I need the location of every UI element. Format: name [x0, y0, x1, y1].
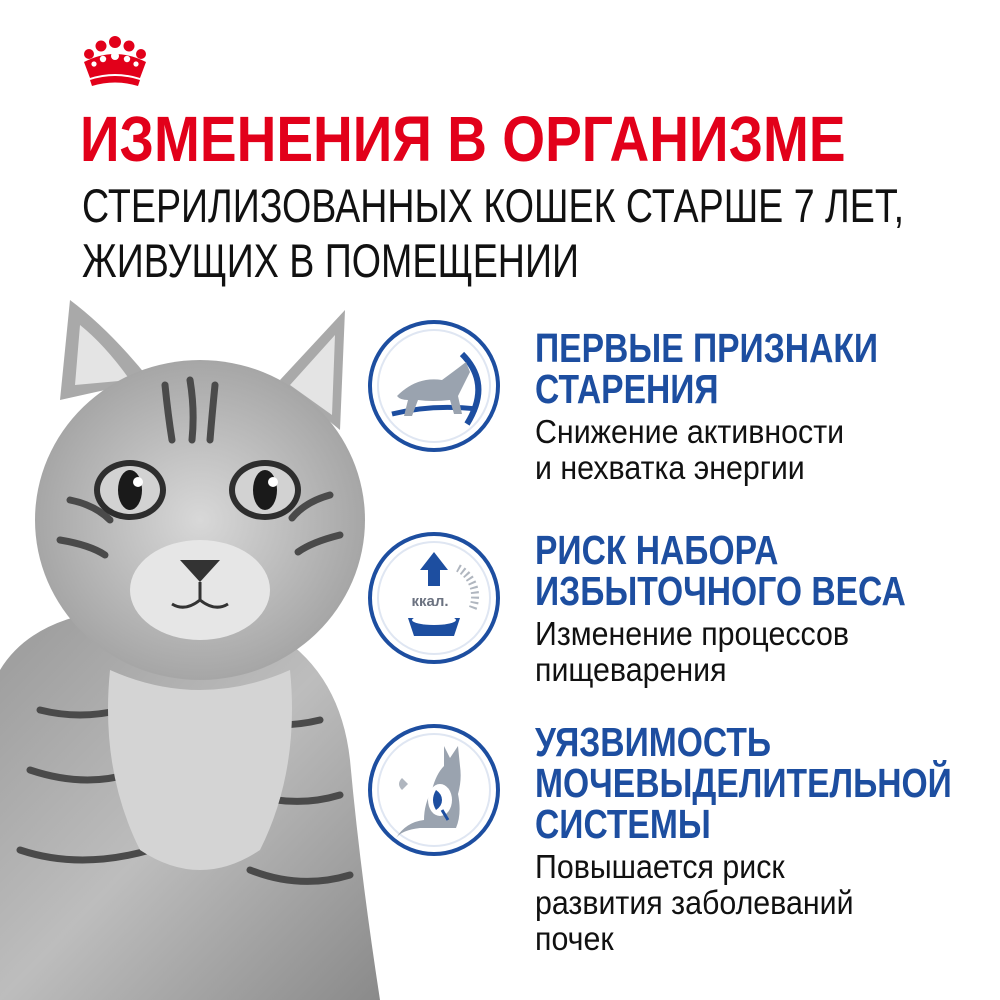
feature-description-line: и нехватка энергии: [535, 449, 805, 486]
feature-title: [535, 325, 888, 412]
feature-description-line: Снижение активности: [535, 413, 845, 450]
cat-jumping-icon: [362, 314, 506, 458]
feature-description: [535, 414, 931, 486]
feature-title-line: ИЗБЫТОЧНОГО ВЕСА: [535, 568, 906, 614]
subheadline-line-1: СТЕРИЛИЗОВАННЫХ КОШЕК СТАРШЕ 7 ЛЕТ,: [82, 179, 905, 232]
feature-title-line: МОЧЕВЫДЕЛИТЕЛЬНОЙ: [535, 760, 952, 806]
feature-description-line: пищеварения: [535, 651, 727, 688]
feature-title-line: СТАРЕНИЯ: [535, 366, 719, 412]
feature-description-line: Изменение процессов: [535, 615, 850, 652]
feature-weight: [535, 527, 965, 688]
feature-description-line: Повышается риск: [535, 848, 785, 885]
feature-description-line: развития заболеваний: [535, 884, 854, 921]
subheadline: [82, 178, 904, 288]
cat-kidney-icon: [362, 718, 506, 862]
feature-description: [535, 616, 931, 688]
feature-description: [535, 849, 931, 957]
subheadline-line-2: ЖИВУЩИХ В ПОМЕЩЕНИИ: [82, 234, 579, 287]
headline: ИЗМЕНЕНИЯ В ОРГАНИЗМЕ: [80, 103, 846, 175]
feature-title-line: РИСК НАБОРА: [535, 527, 779, 573]
calorie-label: ккал.: [411, 593, 449, 610]
feature-title-line: СИСТЕМЫ: [535, 801, 711, 847]
feature-title-line: УЯЗВИМОСТЬ: [535, 719, 772, 765]
feature-title-line: ПЕРВЫЕ ПРИЗНАКИ: [535, 325, 879, 371]
feature-title: [535, 527, 906, 614]
feature-aging: [535, 325, 965, 486]
feature-description-line: почек: [535, 920, 614, 957]
feature-title: [535, 719, 952, 847]
crown-icon: [78, 34, 152, 88]
calorie-bowl-icon: [362, 526, 506, 670]
feature-urinary: [535, 719, 965, 957]
